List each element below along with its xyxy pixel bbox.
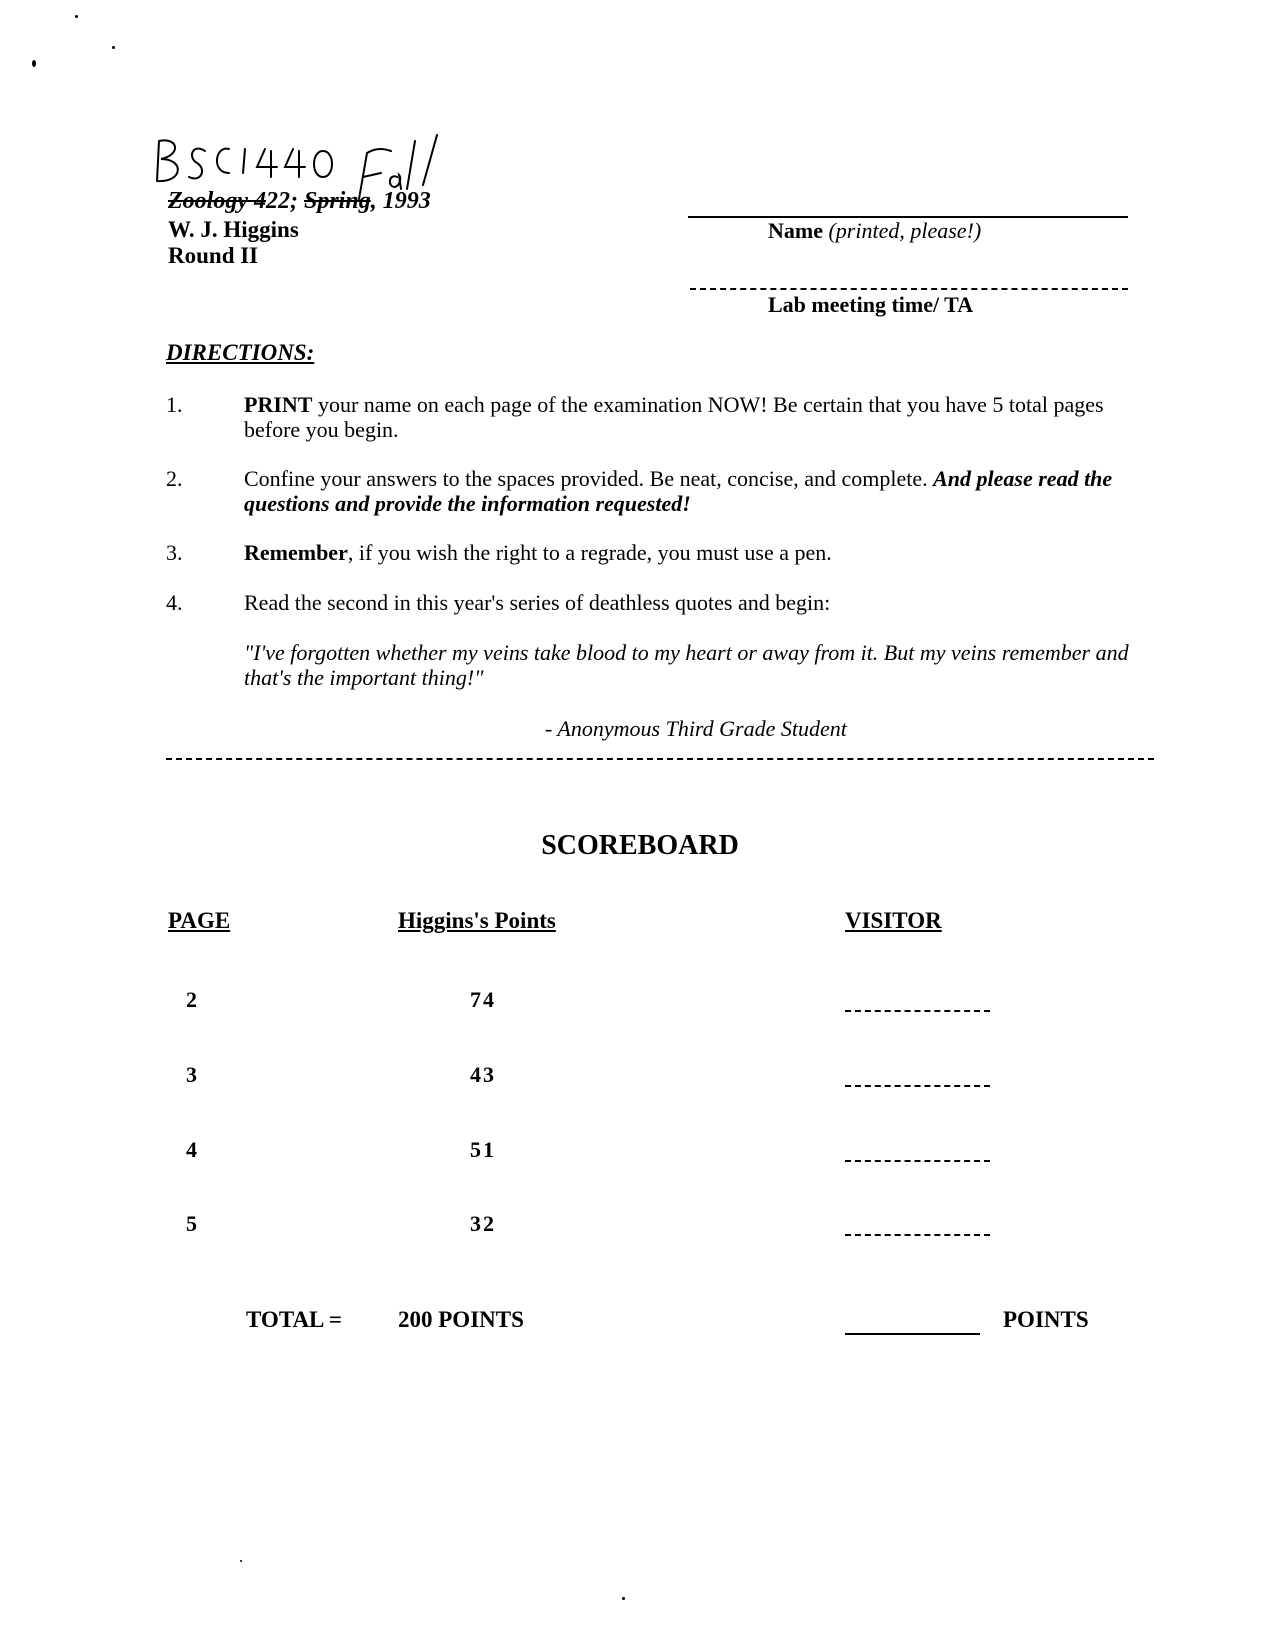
directions-heading: DIRECTIONS: xyxy=(166,340,315,365)
direction-text: , if you wish the right to a regrade, you must use a pen. xyxy=(347,540,832,565)
quote: "I've forgotten whether my veins take blood to my heart or away from it. But my veins remember and that's the important thing!" xyxy=(244,640,1129,690)
direction-emphasis: PRINT xyxy=(244,392,313,417)
direction-number: 2. xyxy=(166,466,183,491)
visitor-score-blank[interactable] xyxy=(845,1010,990,1012)
score-row-points: 32 xyxy=(470,1211,496,1236)
column-header-points: Higgins's Points xyxy=(398,908,556,933)
term-struck: Spring xyxy=(303,188,371,214)
direction-number: 4. xyxy=(166,590,183,615)
direction-item-4: Read the second in this year's series of deathless quotes and begin: xyxy=(244,590,831,615)
direction-item-3 xyxy=(244,540,1154,565)
score-row-page: 3 xyxy=(186,1062,197,1087)
score-row-points: 51 xyxy=(470,1137,496,1162)
score-row-page: 4 xyxy=(186,1137,197,1162)
visitor-score-blank[interactable] xyxy=(845,1160,990,1162)
exam-round: Round II xyxy=(168,243,259,268)
direction-text: Confine your answers to the spaces provided. Be neat, concise, and complete. xyxy=(244,466,934,491)
scan-speck xyxy=(112,46,115,49)
direction-item-2 xyxy=(244,466,1154,516)
scan-speck xyxy=(240,1560,242,1562)
visitor-total-blank[interactable] xyxy=(845,1333,980,1335)
direction-number: 3. xyxy=(166,540,183,565)
score-row-page: 5 xyxy=(186,1211,197,1236)
name-label-hint: (printed, please!) xyxy=(828,218,982,243)
course-rest: 22; xyxy=(265,188,304,214)
quote-attribution: - Anonymous Third Grade Student xyxy=(545,716,847,741)
total-value: 200 POINTS xyxy=(398,1307,524,1332)
visitor-total-label: POINTS xyxy=(1003,1307,1089,1332)
direction-emphasis: And please read the questions and provide the information requested! xyxy=(244,466,1113,516)
scan-speck xyxy=(75,15,78,18)
visitor-score-blank[interactable] xyxy=(845,1085,990,1087)
direction-number: 1. xyxy=(166,392,183,417)
section-divider xyxy=(166,758,1154,760)
scan-speck xyxy=(622,1597,625,1600)
score-row-points: 43 xyxy=(470,1062,496,1087)
direction-text: your name on each page of the examination NOW! Be certain that you have 5 total pages before you begin. xyxy=(244,392,1104,442)
lab-blank-line[interactable] xyxy=(690,288,1128,290)
column-header-visitor: VISITOR xyxy=(845,908,942,933)
exam-year: , 1993 xyxy=(370,188,431,214)
name-label xyxy=(768,218,981,244)
lab-label: Lab meeting time/ TA xyxy=(768,292,974,317)
visitor-score-blank[interactable] xyxy=(845,1234,990,1236)
scoreboard-title: SCOREBOARD xyxy=(541,830,739,861)
direction-emphasis: Remember xyxy=(244,540,348,565)
course-struck: Zoology 4 xyxy=(168,188,266,214)
name-label-text: Name xyxy=(768,218,823,243)
direction-item-1 xyxy=(244,392,1154,442)
total-label: TOTAL = xyxy=(246,1307,342,1332)
instructor-name: W. J. Higgins xyxy=(168,217,299,242)
scan-speck xyxy=(32,60,36,67)
score-row-page: 2 xyxy=(186,987,197,1012)
column-header-page: PAGE xyxy=(168,908,231,933)
course-line xyxy=(168,188,431,215)
score-row-points: 74 xyxy=(470,987,496,1012)
